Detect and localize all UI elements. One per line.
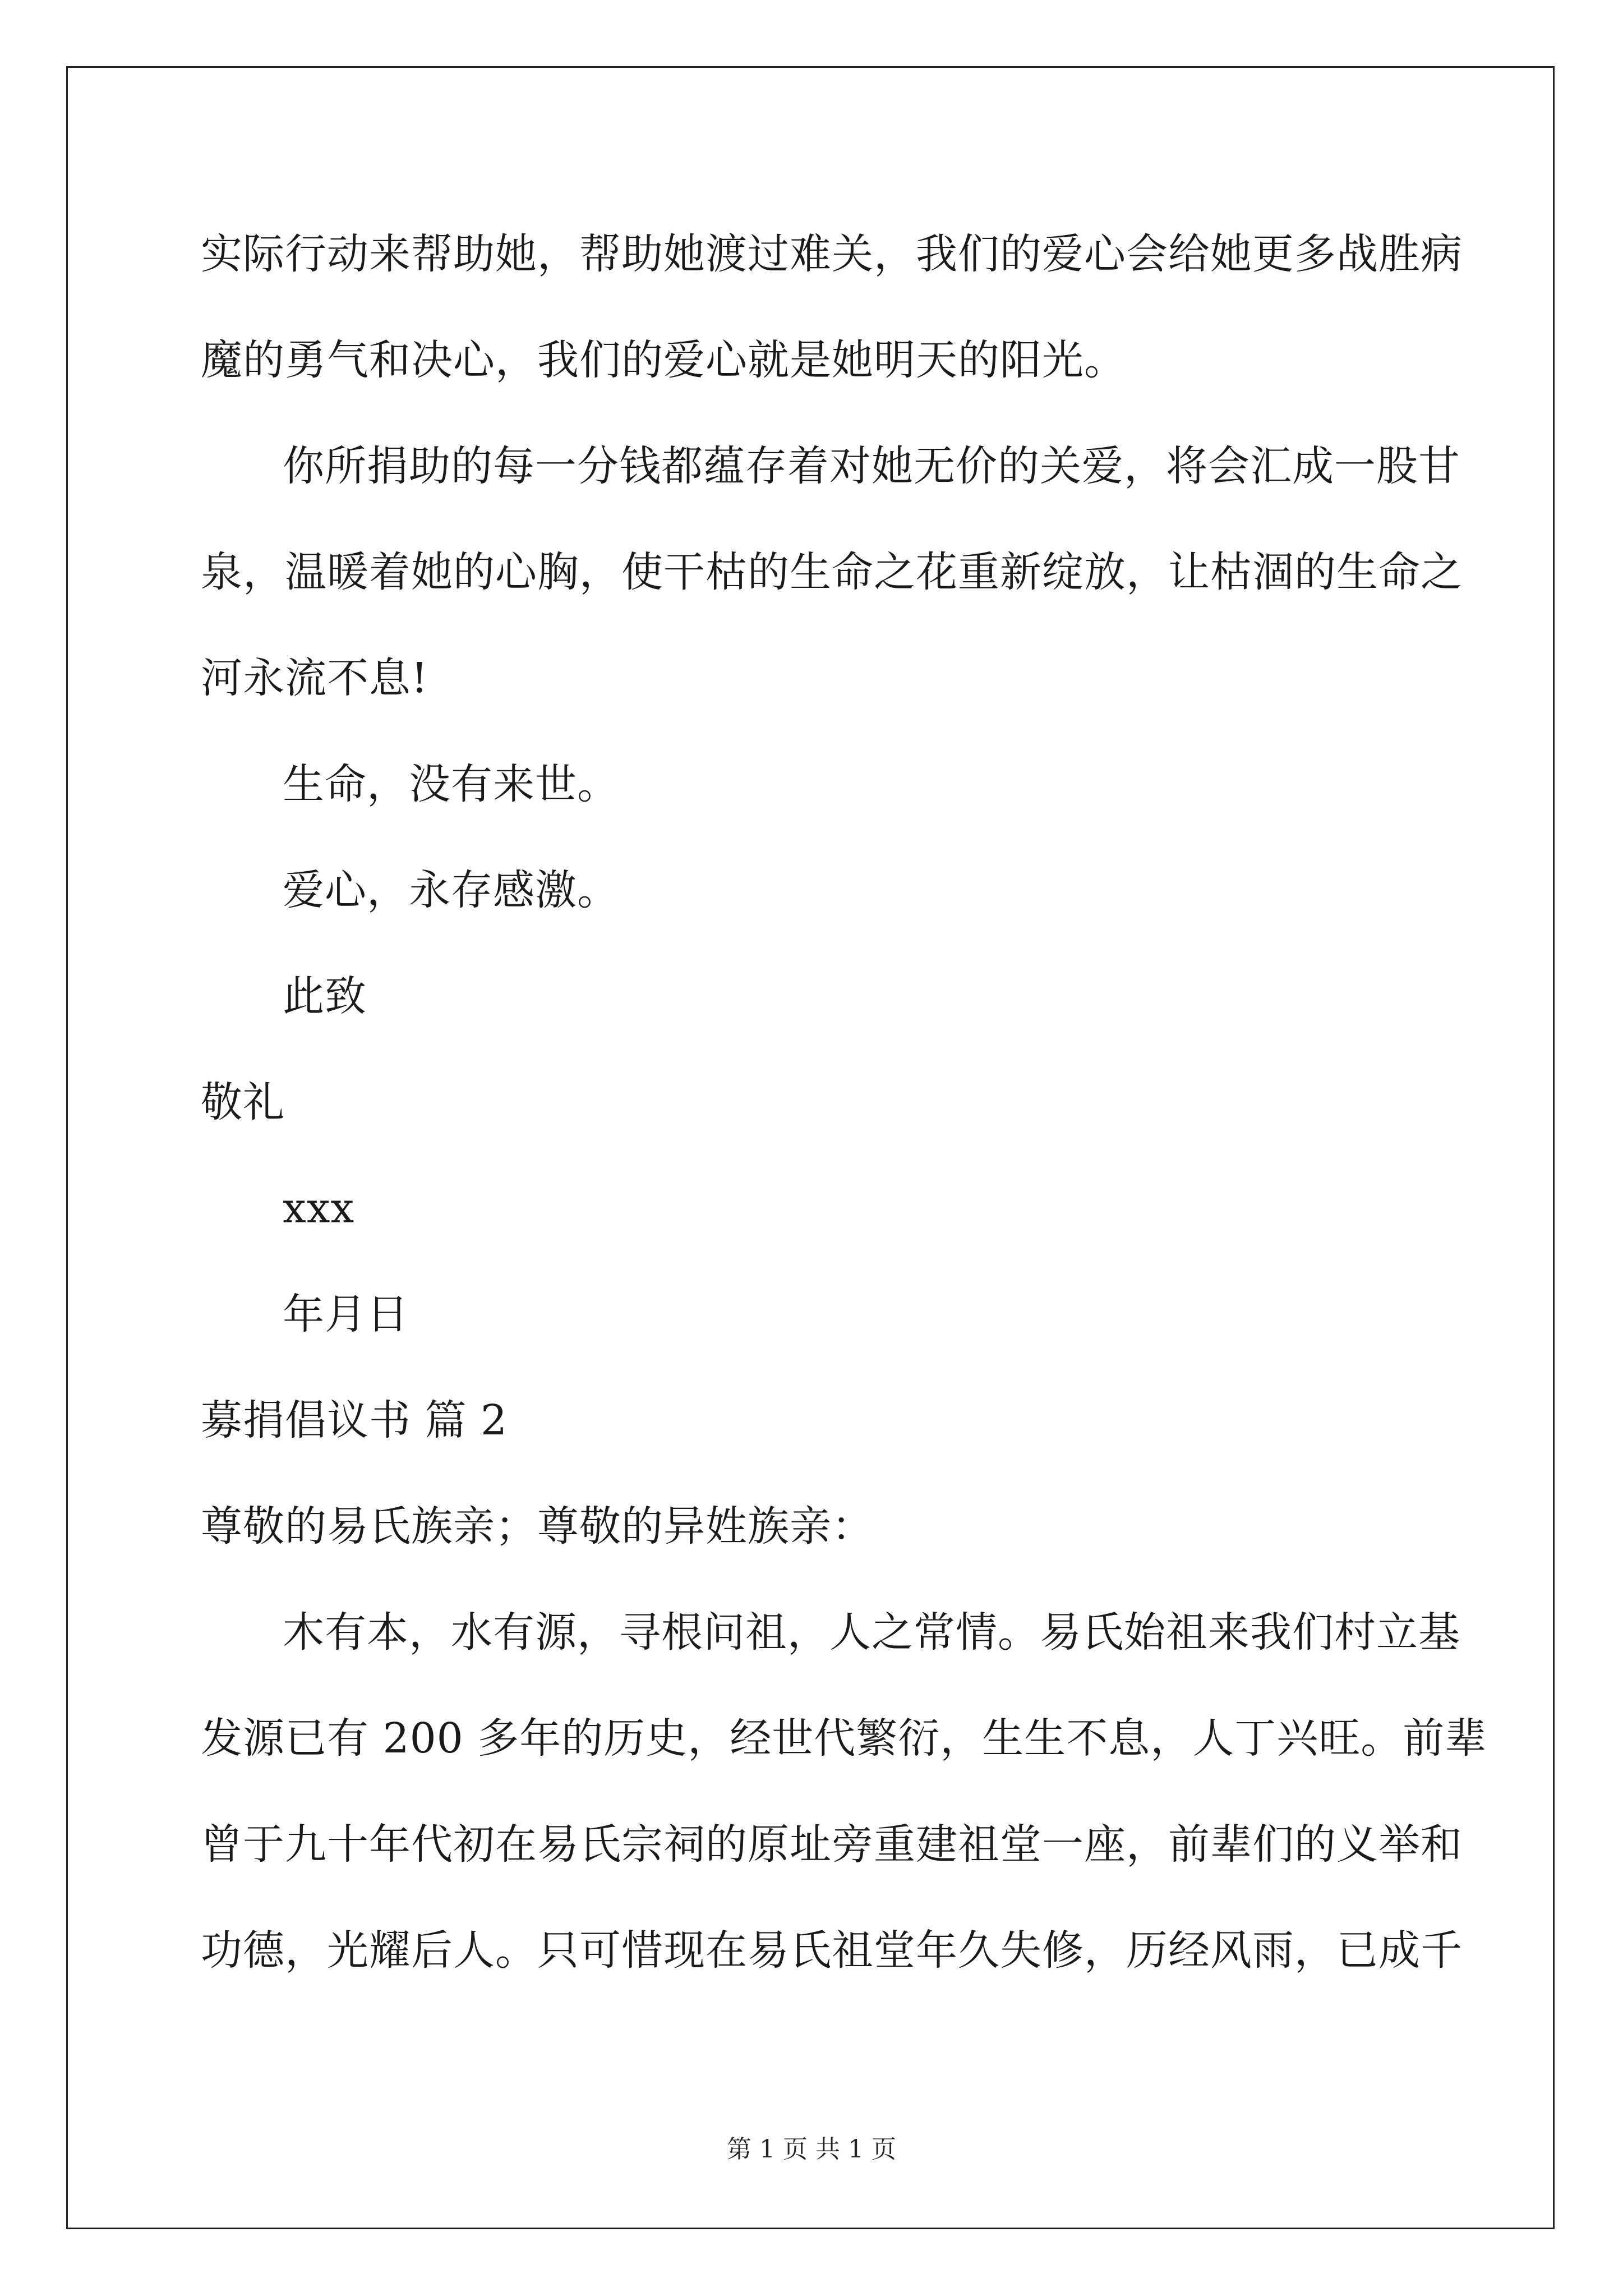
paragraph-line: 生命，没有来世。 xyxy=(283,760,619,808)
paragraph-line: 木有本，水有源，寻根问祖，人之常情。易氏始祖来我们村立基 xyxy=(283,1608,1460,1657)
paragraph-line: 泉，温暖着她的心胸，使干枯的生命之花重新绽放，让枯涸的生命之 xyxy=(201,548,1463,596)
paragraph-line: 爱心，永存感激。 xyxy=(283,866,619,914)
paragraph-line: 魔的勇气和决心，我们的爱心就是她明天的阳光。 xyxy=(201,336,1126,384)
closing-salutation: 此致 xyxy=(283,972,367,1020)
paragraph-line: 曾于九十年代初在易氏宗祠的原址旁重建祖堂一座，前辈们的义举和 xyxy=(201,1820,1463,1869)
page-number-footer: 第 1 页 共 1 页 xyxy=(727,2135,896,2164)
paragraph-line: 发源已有 200 多年的历史，经世代繁衍，生生不息，人丁兴旺。前辈 xyxy=(201,1714,1487,1763)
paragraph-line: 功德，光耀后人。只可惜现在易氏祖堂年久失修，历经风雨，已成千 xyxy=(201,1926,1463,1975)
paragraph-line: 实际行动来帮助她，帮助她渡过难关，我们的爱心会给她更多战胜病 xyxy=(201,230,1463,278)
signature-date: 年月日 xyxy=(283,1290,409,1338)
greeting-line: 尊敬的易氏族亲；尊敬的异姓族亲： xyxy=(201,1502,874,1550)
section-heading: 募捐倡议书 篇 2 xyxy=(201,1396,508,1444)
paragraph-line: 你所捐助的每一分钱都蕴存着对她无价的关爱，将会汇成一股甘 xyxy=(283,442,1460,490)
paragraph-line: 河永流不息! xyxy=(201,654,428,702)
signature-name: xxx xyxy=(283,1184,355,1232)
closing-regards: 敬礼 xyxy=(201,1078,285,1126)
